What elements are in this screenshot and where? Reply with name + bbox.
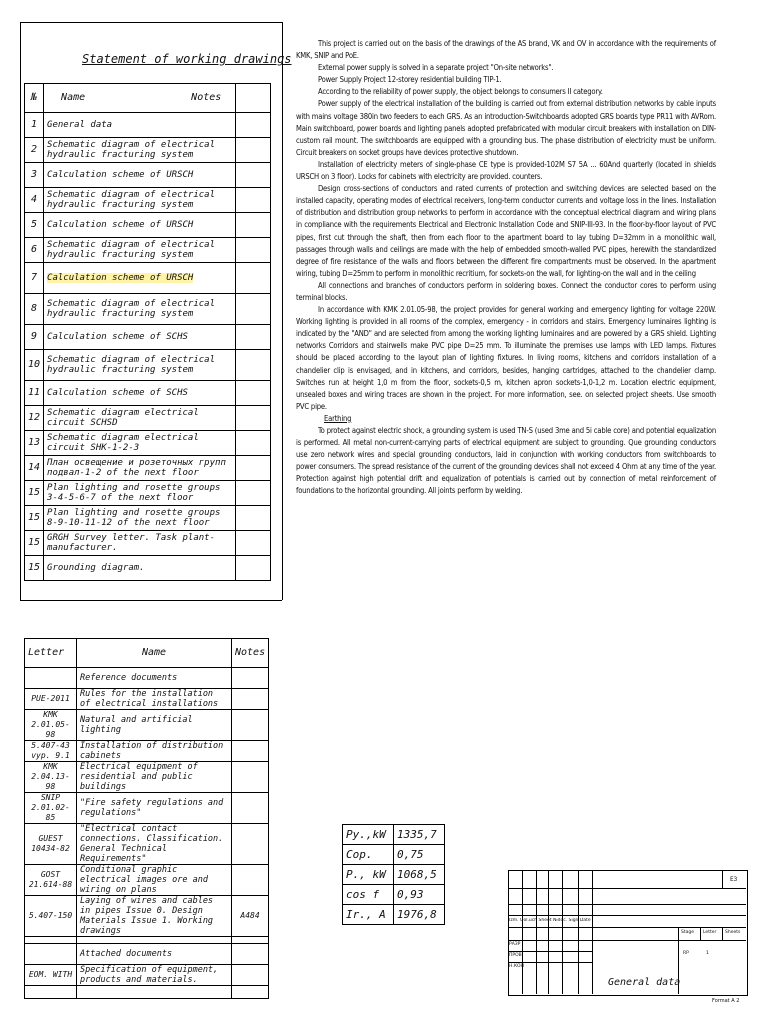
references-row-name: Laying of wires and cables in pipes Issue 0. Design Materials Issue 1. Working drawings [77, 896, 232, 937]
references-row-name: Rules for the installation of electrical installations [77, 689, 232, 710]
parameter-label: cos f [343, 885, 394, 905]
drawings-row-name [44, 481, 236, 506]
drawings-title: Statement of working drawings [82, 52, 292, 66]
references-section-title: Attached documents [77, 944, 232, 965]
drawings-row-name-text: General data [47, 120, 113, 130]
drawings-row [25, 238, 271, 263]
drawings-row [25, 213, 271, 238]
title-block-hline-2 [508, 904, 746, 905]
drawings-row [25, 138, 271, 163]
references-spacer-cell [25, 986, 77, 999]
stamp-stage-label: Stage [681, 930, 695, 935]
drawings-row-name-text: Calculation scheme of SCHS [47, 332, 188, 342]
drawings-row-num: 5 [25, 213, 44, 238]
drawings-row-num: 11 [25, 381, 44, 406]
drawings-row-note [236, 138, 271, 163]
drawings-row-name [44, 213, 236, 238]
drawings-row-name [44, 238, 236, 263]
drawings-row [25, 350, 271, 381]
drawings-row [25, 531, 271, 556]
title-block-hline-4 [508, 927, 746, 928]
references-row-name: Conditional graphic electrical images ore and wiring on plans [77, 865, 232, 896]
drawings-row-name [44, 188, 236, 213]
references-row-note [232, 762, 269, 793]
references-section-note [232, 668, 269, 689]
parameter-value: 0,93 [394, 885, 445, 905]
drawings-row-name-text: Calculation scheme of URSCH [47, 170, 194, 180]
parameter-label: Ir., A [343, 905, 394, 925]
references-section-title: Reference documents [77, 668, 232, 689]
references-spacer-cell [77, 937, 232, 944]
title-block-hline-1 [508, 888, 746, 889]
references-row [25, 793, 269, 824]
stamp-letter-label: Letter [703, 930, 717, 935]
references-table [24, 638, 269, 999]
drawings-row-note [236, 113, 271, 138]
references-row-note [232, 865, 269, 896]
references-row [25, 965, 269, 986]
stamp-format: Format A 2 [712, 998, 740, 1004]
parameter-row [343, 885, 445, 905]
title-block-hline-3 [508, 915, 746, 916]
title-block-hline-5 [508, 940, 592, 941]
body-paragraph: External power supply is solved in a separate project "On-site networks". [318, 63, 554, 73]
drawings-row-note [236, 325, 271, 350]
body-paragraph: All connections and branches of conductors perform in soldering boxes. Connect the conductor cores to perform using terminal blocks. [296, 280, 716, 302]
drawings-row-name [44, 138, 236, 163]
frame-top-line [20, 22, 282, 23]
drawings-row [25, 263, 271, 294]
drawings-row-note [236, 213, 271, 238]
references-row-note [232, 710, 269, 741]
drawings-row [25, 556, 271, 581]
parameters-body [343, 825, 445, 925]
title-block-vline-4 [562, 870, 563, 994]
drawings-row-note [236, 381, 271, 406]
references-row-note [232, 824, 269, 865]
title-block-vline-3 [548, 870, 549, 994]
drawings-header-notes-text: Notes [191, 92, 222, 103]
references-row-note [232, 689, 269, 710]
parameter-value: 1068,5 [394, 865, 445, 885]
drawings-row-num: 6 [25, 238, 44, 263]
body-paragraph: Power Supply Project 12-storey residential building TIP-1. [318, 75, 502, 85]
drawings-body [25, 113, 271, 581]
drawings-row-name-text: Schematic diagram of electrical hydraulic fracturing system [47, 240, 216, 260]
title-block-hline-6 [508, 951, 592, 952]
drawings-row-name-text: Calculation scheme of SCHS [47, 388, 188, 398]
frame-bottom-line [20, 600, 282, 601]
drawings-row [25, 163, 271, 188]
sheet-code: ЕЗ [730, 876, 738, 883]
references-row-code: GOST 21.614-88 [25, 865, 77, 896]
drawings-row [25, 431, 271, 456]
drawings-row-name-text: Grounding diagram. [47, 563, 145, 573]
references-row [25, 710, 269, 741]
drawings-row-name-text: Schematic diagram of electrical hydraulic fracturing system [47, 355, 216, 375]
drawings-row-num: 14 [25, 456, 44, 481]
drawings-row-num: 15 [25, 506, 44, 531]
references-row [25, 896, 269, 937]
drawings-row-name [44, 506, 236, 531]
references-row-code: SNIP 2.01.02-85 [25, 793, 77, 824]
stamp-row-control: Н.КОН [509, 964, 524, 969]
stamp-title: General data [608, 977, 681, 988]
title-block-vline-5 [578, 870, 579, 994]
drawings-header-notes [236, 84, 271, 113]
drawings-row-name-text: Schematic diagram electrical circuit SHK-1-2-3 [47, 433, 199, 453]
references-spacer-cell [232, 986, 269, 999]
drawings-row [25, 456, 271, 481]
drawings-row-num: 2 [25, 138, 44, 163]
references-row-code: 5.407-43 vyp. 9.1 [25, 741, 77, 762]
drawings-row-note [236, 531, 271, 556]
title-block-vline-8 [700, 927, 701, 940]
references-row-code: KMK 2.01.05-98 [25, 710, 77, 741]
drawings-row-name [44, 556, 236, 581]
title-block-hline-8 [592, 940, 746, 941]
drawings-row-note [236, 506, 271, 531]
drawings-row-name-text: Schematic diagram of electrical hydraulic fracturing system [47, 190, 216, 210]
references-row-name: "Fire safety regulations and regulations" [77, 793, 232, 824]
drawings-row-name [44, 381, 236, 406]
references-spacer-cell [232, 937, 269, 944]
references-body [25, 668, 269, 999]
drawings-row-note [236, 406, 271, 431]
body-paragraph: According to the reliability of power supply, the object belongs to consumers II category. [318, 87, 603, 97]
body-paragraphs [296, 38, 716, 413]
drawings-header-num: № [25, 84, 44, 113]
drawings-row-note [236, 481, 271, 506]
references-row-name: Electrical equipment of residential and public buildings [77, 762, 232, 793]
drawings-row-name [44, 531, 236, 556]
drawings-row-num: 12 [25, 406, 44, 431]
drawings-row-num: 10 [25, 350, 44, 381]
frame-left-line [20, 22, 21, 600]
title-block-vline-10 [722, 870, 723, 888]
references-row [25, 865, 269, 896]
drawings-row-name [44, 456, 236, 481]
drawings-row-num: 7 [25, 263, 44, 294]
body-paragraph: Power supply of the electrical installation of the building is carried out from external distribution networks by cable inputs with mains voltage 380in two feeders to each GRS. As an introduction-Switchboards adopted GRS boards type PR11 with AVRom. Main switchboard, power boards and lighting panels adopted prefabricated with modular circuit breakers with installation on DIN-custom rail mount. The switchboards are equipped with a grounding bus. The phase distribution of electricity must be uniform. Circuit breakers on socket groups have devices protective shutdown. [296, 99, 716, 157]
drawings-row-name-text: Plan lighting and rosette groups 8-9-10-11-12 of the next floor [47, 508, 221, 528]
parameter-row [343, 825, 445, 845]
references-header-name-text: Name [141, 647, 167, 658]
drawings-row-name [44, 163, 236, 188]
references-spacer-cell [25, 937, 77, 944]
drawings-row-note [236, 456, 271, 481]
drawings-row-num: 8 [25, 294, 44, 325]
references-row [25, 689, 269, 710]
stamp-letter-value: 1 [706, 951, 709, 956]
drawings-row-name [44, 294, 236, 325]
drawings-row-name-text: Schematic diagram electrical circuit SCHSD [47, 408, 199, 428]
references-header-notes: Notes [232, 639, 269, 668]
references-row-code: KMK 2.04.13-98 [25, 762, 77, 793]
drawings-row-note [236, 431, 271, 456]
drawings-row-name-text: Calculation scheme of URSCH [47, 273, 194, 283]
drawings-row [25, 188, 271, 213]
parameter-row [343, 865, 445, 885]
drawings-row-num: 15 [25, 481, 44, 506]
drawings-row-name-text: GRGH Survey letter. Task plant-manufacturer. [47, 533, 216, 553]
drawings-row-num: 15 [25, 531, 44, 556]
parameter-value: 1976,8 [394, 905, 445, 925]
references-row-code: 5.407-150 [25, 896, 77, 937]
drawings-row-name [44, 350, 236, 381]
drawings-row [25, 506, 271, 531]
body-paragraph: Design cross-sections of conductors and rated currents of protection and switching devices are selected based on the installed capacity, operating modes of electrical receivers, long-term conductor currents and voltage loss in the lines. Installation of distribution and distribution group networks to perform in accordance with the conceptual electrical diagram and wiring plans in compliance with the requirements Electrical and Electronic Installation Code and SNIP-III-93. In the floor-by-floor layout of PVC pipes, first cut through the shaft, then from each floor to the apartment board to lay tubing D=32mm in a monolithic wall, passages through walls and ceilings are made with the help of embedded smooth-walled PVC pipes, herewith the standardized degree of fire resistance of the walls and floors between the different fire compartments must be observed. In the apartment wiring, tubing D=25mm to perform in monolithic recritium, for sockets-on the wall, for lighting-on the wall and in the ceiling [296, 184, 716, 278]
frame-vertical-line [282, 22, 283, 600]
drawings-row-num: 13 [25, 431, 44, 456]
references-row [25, 741, 269, 762]
title-block-vline-2 [536, 870, 537, 994]
drawings-row-name-text: Schematic diagram of electrical hydraulic fracturing system [47, 140, 216, 160]
drawings-row [25, 294, 271, 325]
drawings-row [25, 381, 271, 406]
drawings-row-note [236, 294, 271, 325]
references-row-name: Specification of equipment, products and materials. [77, 965, 232, 986]
stamp-row-developer: РАЗР [509, 942, 521, 947]
drawings-row-name-text: Plan lighting and rosette groups 3-4-5-6-7 of the next floor [47, 483, 221, 503]
drawings-row [25, 406, 271, 431]
drawings-row-note [236, 350, 271, 381]
references-header-letter: Letter [25, 639, 77, 668]
drawings-row-note [236, 556, 271, 581]
references-row-name: Natural and artificial lighting [77, 710, 232, 741]
drawings-row-name [44, 325, 236, 350]
title-block-vline-1 [522, 870, 523, 994]
references-row-name: Installation of distribution cabinets [77, 741, 232, 762]
drawings-row-note [236, 263, 271, 294]
title-block-vline-9 [722, 927, 723, 940]
earthing-paragraph: To protect against electric shock, a grounding system is used TN-S (used 3me and 5i cable core) and potential equalization is performed. All metal non-current-carrying parts of electrical equipment are subject to grounding. Que grounding conductors use zero network wires and special grounding conductors, laid in conjunction with working conductors from switchboards to power consumers. The spread resistance of the current of the grounding devices shall not exceed 4 Ohm at any time of the year. Protection against high potential drift and equalization of potentials is carried out by connection of metal reinforcement of foundations to the horizontal grounding. All joints perform by welding. [296, 426, 716, 496]
body-paragraph: This project is carried out on the basis of the drawings of the AS brand, VK and OV in accordance with the requirements of KMK, SNIP and PoE. [296, 39, 716, 61]
title-block-vline-6 [592, 870, 593, 994]
drawings-row-name-text: Calculation scheme of URSCH [47, 220, 194, 230]
references-section-row [25, 944, 269, 965]
drawings-row-num: 9 [25, 325, 44, 350]
references-row-code: PUE-2011 [25, 689, 77, 710]
references-row-code: GUEST 10434-82 [25, 824, 77, 865]
references-row-note [232, 793, 269, 824]
stamp-stage-value: RP [683, 951, 689, 956]
references-section-empty [25, 944, 77, 965]
drawings-row-note [236, 238, 271, 263]
references-row-code: EOM. WITH [25, 965, 77, 986]
drawings-row-num: 1 [25, 113, 44, 138]
drawings-row-name-text: План освещение и розеточных групп подвал-1-2 of the next floor [47, 458, 226, 478]
references-section-note [232, 944, 269, 965]
references-row-name: "Electrical contact connections. Classification. General Technical Requirements" [77, 824, 232, 865]
drawings-header-name-text: Name [61, 92, 86, 103]
references-section-empty [25, 668, 77, 689]
drawings-row-num: 15 [25, 556, 44, 581]
references-row-note [232, 965, 269, 986]
drawings-row-name-text: Schematic diagram of electrical hydraulic fracturing system [47, 299, 216, 319]
body-paragraph: In accordance with KMK 2.01.05-98, the project provides for general working and emergency lighting for voltage 220W. Working lighting is provided in all rooms of the complex, emergency - in corridors and stairs. Emergency luminaires lighting is indicated by the "AND" and are selected from among the working lighting luminaires and are powered by a GRS shield. Lighting networks Corridors and stairwells make PVC pipe D=25 mm. To illuminate the premises use lamps with LED lamps. Fixtures should be placed according to the layout plan of lighting fixtures. In living rooms, kitchens and corridors installation of a chandelier clip is envisaged, and in kitchens, and corridors, besides, hanging cartridges, attached to the chandelier clamp. Switches run at height 1,0 m from the floor, sockets-0,5 m, kitchen apron sockets-1,0-1,2 m. Location electric equipment, unsealed boxes and wiring traces are shown in the project. For more information, see. on selected project sheets. Use smooth PVC pipe. [296, 305, 716, 411]
references-spacer-row [25, 986, 269, 999]
parameter-row [343, 905, 445, 925]
body-paragraph: Installation of electricity meters of single-phase CE type is provided-102M S7 5A ... 60And quarterly (located in shields URSCH on 3 floor). Locks for cabinets with electricity are provided. counters. [296, 159, 716, 182]
references-row-note [232, 741, 269, 762]
earthing-heading: Earthing [324, 413, 352, 423]
references-row-note: A484 [232, 896, 269, 937]
drawings-header-name [44, 84, 236, 113]
drawings-row-name [44, 113, 236, 138]
earthing-paragraphs [296, 425, 716, 498]
stamp-header-cols: Izm. Qol.uch Sheet №doc. Sign Date [509, 918, 591, 923]
parameter-label: Py.,kW [343, 825, 394, 845]
drawings-row-name [44, 263, 236, 294]
drawings-row-num: 4 [25, 188, 44, 213]
stamp-sheets-label: Sheets [725, 930, 741, 935]
drawings-row [25, 325, 271, 350]
drawings-row-num: 3 [25, 163, 44, 188]
body-text [296, 38, 716, 498]
parameter-value: 1335,7 [394, 825, 445, 845]
drawings-row-note [236, 188, 271, 213]
references-header-name [77, 639, 232, 668]
drawings-row-name [44, 406, 236, 431]
parameters-table [342, 824, 445, 925]
parameter-label: P., kW [343, 865, 394, 885]
drawings-row-name [44, 431, 236, 456]
drawings-row-note [236, 163, 271, 188]
references-spacer-cell [77, 986, 232, 999]
references-row [25, 824, 269, 865]
parameter-label: Cop. [343, 845, 394, 865]
references-spacer-row [25, 937, 269, 944]
parameter-row [343, 845, 445, 865]
drawings-row [25, 113, 271, 138]
references-row [25, 762, 269, 793]
drawings-row [25, 481, 271, 506]
drawings-table [24, 83, 271, 581]
stamp-row-checker: ПРОВ [509, 953, 522, 958]
parameter-value: 0,75 [394, 845, 445, 865]
title-block-hline-7 [508, 962, 592, 963]
references-section-row [25, 668, 269, 689]
